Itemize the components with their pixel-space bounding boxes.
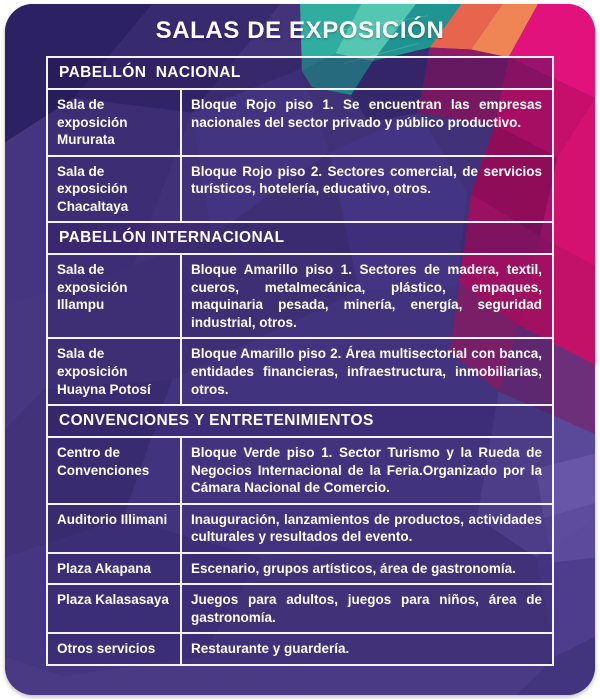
venue-description-cell: Bloque Amarillo piso 1. Sectores de madera, textil, cueros, metalmecánica, plástico, empaques, maquinaria pesada, minería, energía, seguridad industrial, otros. (191, 262, 542, 330)
venue-name-cell: Sala de exposición Chacaltaya (48, 157, 182, 222)
venue-description-cell: Bloque Verde piso 1. Sector Turismo y la Rueda de Negocios Internacional de la Feria.Organizado por la Cámara Nacional de Comercio. (191, 445, 542, 496)
section-header: PABELLÓN NACIONAL (48, 58, 552, 88)
table-row (48, 337, 552, 404)
venue-description-cell: Escenario, grupos artísticos, área de gastronomía. (191, 560, 516, 576)
venue-name-cell: Plaza Akapana (48, 554, 182, 584)
venue-description-cell: Bloque Rojo piso 1. Se encuentran las empresas nacionales del sector privado y público productivo. (191, 97, 542, 130)
section-header: CONVENCIONES Y ENTRETENIMIENTOS (48, 404, 552, 436)
table-row (48, 503, 552, 552)
venue-name-cell: Sala de exposición Huayna Potosí (48, 339, 182, 404)
venue-name-cell: Otros servicios (48, 634, 182, 664)
venue-name-cell: Centro de Convenciones (48, 438, 182, 503)
venue-description-cell: Inauguración, lanzamientos de productos, actividades culturales y resultados del evento. (191, 511, 542, 545)
table-row (48, 632, 552, 664)
table-row (48, 552, 552, 584)
venue-description-cell: Bloque Rojo piso 2. Sectores comercial, de servicios turísticos, hotelería, educativo, otros. (191, 163, 542, 197)
table-row (48, 436, 552, 503)
venue-description-cell: Juegos para adultos, juegos para niños, área de gastronomía. (191, 592, 542, 625)
venue-description-cell: Restaurante y guardería. (191, 641, 350, 657)
page-title: SALAS DE EXPOSICIÓN (155, 17, 445, 44)
venue-name-cell: Auditorio Illimani (48, 505, 182, 552)
venue-name-cell: Sala de exposición Illampu (48, 255, 182, 337)
venue-name-cell: Sala de exposición Mururata (48, 90, 182, 155)
venue-name-cell: Plaza Kalasasaya (48, 585, 182, 632)
table-row (48, 155, 552, 222)
table-row (48, 253, 552, 337)
poster-card (5, 4, 595, 695)
table-row (48, 583, 552, 632)
section-header: PABELLÓN INTERNACIONAL (48, 221, 552, 253)
expo-table (46, 56, 554, 666)
venue-description-cell: Bloque Amarillo piso 2. Área multisectorial con banca, entidades financieras, infraestructura, inmobiliarias, otros. (191, 346, 542, 397)
table-row (48, 88, 552, 155)
poster-content (5, 4, 595, 695)
